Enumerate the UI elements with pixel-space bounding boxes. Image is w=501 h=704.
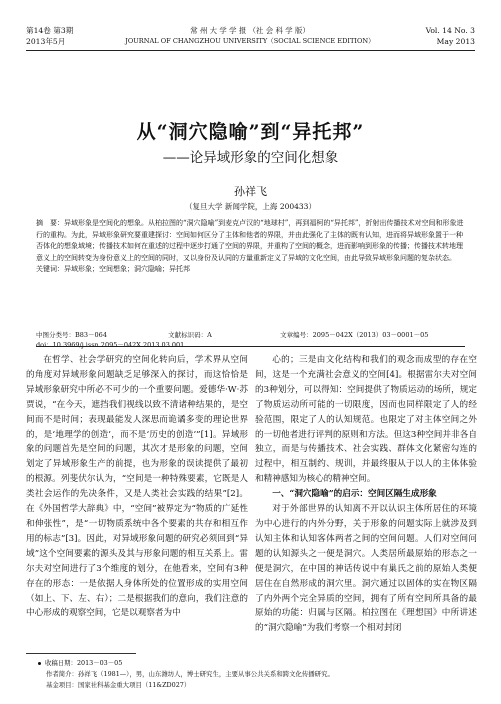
date-cn: 2013年5月	[26, 37, 66, 46]
body-column-left	[26, 353, 248, 621]
footnote-rule	[26, 653, 136, 654]
footnote-received: 收稿日期：2013－03－05	[38, 658, 468, 669]
document-code: 文献标识码：A	[168, 331, 212, 339]
body-paragraph: 心的；三是由文化结构和我们的观念而成型的存在空间，这是一个充满社会意义的空间[4]。根据雷尔夫对空间的3种划分，可以得知：空间提供了物质运动的场所，规定了物质运动所可能的一切限度，因而也同样限定了人的经验范围，限定了人的认知规范。也限定了对主体空间之外的一切他者进行评判的原则和方法。但这3种空间并非各自独立，而是与传播技术、社会实践、群体文化紧密勾连的过程中，相互制约、规训，并最终服从于以人的主体体验和精神感知为核心的精神空间。	[255, 355, 477, 485]
bullet-icon	[38, 662, 41, 665]
volume-cn: 第14卷 第3期	[26, 26, 74, 35]
keywords: 关键词：异域形象；空间想象；洞穴隐喻；异托邦	[36, 265, 190, 273]
section-heading: 一、“洞穴隐喻”的启示：空间区隔生成形象	[272, 489, 437, 500]
header-left	[26, 25, 73, 47]
article-title: 从“洞穴隐喻”到“异托邦”	[136, 121, 365, 143]
header-rule	[26, 50, 475, 51]
body-paragraph: 对于外部世界的认知离不开以认识主体所居住的环境为中心进行的内外分野，关于形象的问题实际上就涉及到认知主体和认知客体两者之间的空间问题。人们对空间问题的认知源头之一便是洞穴。人类居所最原始的形态之一便是洞穴，在中国的神话传说中有巢氏之前的原始人类便居住在自然形成的洞穴里。洞穴通过以固体的实在物区隔了内外两个完全异质的空间，拥有了所有空间所具备的最原始的功能：归属与区隔。柏拉图在《理想国》中所讲述的“洞穴隐喻”为我们考察一个相对封闭	[255, 504, 477, 634]
article-number: 文章编号：2095－042X（2013）03－0001－05	[280, 331, 429, 339]
body-column-right	[255, 353, 477, 636]
doi: doi：10.3969/j.issn.2095－042X.2013.03.001	[36, 341, 185, 349]
journal-cn: 常 州 大 学 学 报 （社 会 科 学 版）	[190, 26, 310, 35]
date-en: May 2013	[436, 37, 475, 46]
abstract-block	[36, 218, 465, 276]
header-center	[120, 25, 380, 47]
meta-rule	[36, 346, 465, 347]
header-right	[426, 25, 475, 47]
author-affiliation: （复旦大学 新闻学院，上海 200433）	[185, 202, 316, 211]
footnote-fund: 基金项目：国家社科基金重大项目（11&ZD027）	[46, 681, 191, 689]
footnote-author: 作者简介：孙祥飞（1981—），男，山东潍坊人，博士研究生，主要从事公共关系和跨文化传播研究。	[46, 670, 334, 678]
classification-meta	[36, 330, 465, 350]
journal-en: JOURNAL OF CHANGZHOU UNIVERSITY（SOCIAL SCIENCE EDITION）	[125, 37, 375, 45]
body-paragraph: 在哲学、社会学研究的空间化转向后，学术界从空间的角度对异域形象问题缺乏足够深入的探讨，而这恰恰是异域形象研究中所必不可少的一个重要问题。爱德华·W·苏贾说，“在今天，遮挡我们视线以致不清诸种结果的，是空间而不是时间；表现最能发人深思而诡谲多变的理论世界的，是‘地理学的创造’，而不是‘历史的创造’”[1]。异域形象的问题首先是空间的问题，其次才是形象的问题，空间划定了异域形象生产的前提，也为形象的误读提供了最初的根源。列斐伏尔认为，“空间是一种特殊要素，它既是人类社会运作的先决条件，又是人类社会实践的结果”[2]。在《外国哲学大辞典》中，“空间”被界定为“物质的广延性和伸张性”，是“一切物质系统中各个要素的共存和相互作用的标志”[3]。因此，对异域形象问题的研究必须回到“异域”这个空间要素的源头及其与形象问题的相互关系上。雷尔夫对空间进行了3个维度的划分，在他看来，空间有3种存在的形态：一是依据人身体所处的位置形成的实用空间（如上、下、左、右）；二是根据我们的意向，我们注意的中心形成的观察空间，它是以观察者为中	[26, 355, 248, 619]
abstract-text: 摘 要：异域形象是空间化的想象。从柏拉图的“洞穴隐喻”到麦克卢汉的“地球村”，再到福柯的“异托邦”，折射出传播技术对空间和形象进行的重构。为此，异域形象研究要重建探讨：空间如何区分了主体和他者的界限，并由此强化了主体的既有认知，进而将异域形象置于一种否体化的想象域境；传播技术如何在重述的过程中逐步打通了空间的界限，并重构了空间的概念，进而影响到形象的传播；传播技术转地理意义上的空间转变为身份意义上的空间的同时，又以身份及认同的方量重新定义了异域的文化空间，由此导致异域形象问题的复杂状态。	[36, 219, 464, 262]
article-subtitle: ——论异域形象的空间化想象	[162, 150, 339, 166]
clc-number: 中图分类号：B83－064	[36, 331, 107, 339]
volume-en: Vol. 14 No. 3	[425, 26, 475, 35]
author-name: 孙祥飞	[234, 185, 267, 198]
